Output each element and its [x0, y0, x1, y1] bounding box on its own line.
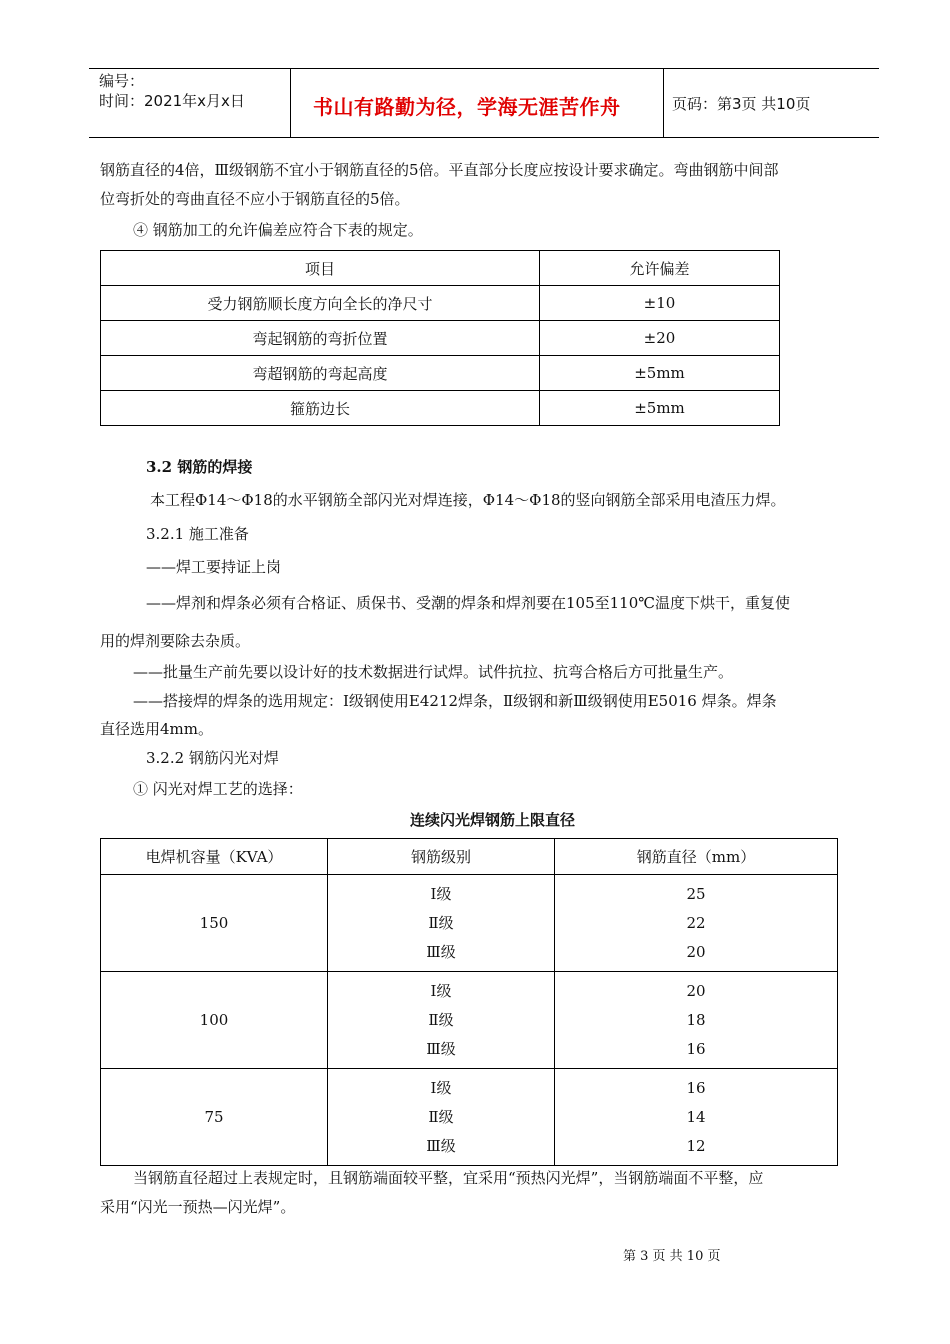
tolerance-table	[100, 250, 780, 426]
grade-value: Ⅲ级	[426, 942, 456, 961]
diameter-value: 20	[686, 981, 706, 1000]
paragraph-line: 钢筋直径的4倍，Ⅲ级钢筋不宜小于钢筋直径的5倍。平直部分长度应按设计要求确定。弯曲钢筋中间部	[100, 161, 779, 179]
doc-number-label: 编号：	[99, 72, 145, 90]
table-cell: ±5mm	[540, 391, 780, 426]
grade-value: Ⅱ级	[428, 913, 454, 932]
table-header-cell: 电焊机容量（KVA）	[101, 839, 328, 875]
grade-value: Ⅱ级	[428, 1107, 454, 1126]
grade-cell	[328, 875, 555, 972]
header-page-info: 页码：第3页 共10页	[672, 95, 811, 113]
diameter-cell	[555, 875, 838, 972]
diameter-value: 16	[686, 1078, 706, 1097]
grade-value: Ⅲ级	[426, 1136, 456, 1155]
table-header-cell: 允许偏差	[540, 251, 780, 286]
header-divider	[663, 69, 664, 137]
subsection-title: 3.2.2 钢筋闪光对焊	[146, 749, 279, 767]
capacity-cell: 150	[101, 875, 328, 972]
table-header-cell: 钢筋级别	[328, 839, 555, 875]
table-row	[101, 875, 838, 972]
table-cell: ±10	[540, 286, 780, 321]
table-row	[101, 356, 780, 391]
grade-value: Ⅰ级	[430, 981, 452, 1000]
list-item-continuation: 用的焊剂要除去杂质。	[100, 632, 251, 650]
table-header-cell: 钢筋直径（mm）	[555, 839, 838, 875]
list-item: ——批量生产前先要以设计好的技术数据进行试焊。试件抗拉、抗弯合格后方可批量生产。	[133, 663, 734, 681]
grade-value: Ⅲ级	[426, 1039, 456, 1058]
header-motto: 书山有路勤为径，学海无涯苦作舟	[313, 95, 621, 119]
table-row	[101, 391, 780, 426]
table-cell: 弯起钢筋的弯折位置	[101, 321, 540, 356]
table-row	[101, 286, 780, 321]
paragraph: ① 闪光对焊工艺的选择：	[133, 780, 303, 798]
paragraph: 本工程Φ14～Φ18的水平钢筋全部闪光对焊连接，Φ14～Φ18的竖向钢筋全部采用电渣压力焊。	[150, 491, 786, 509]
table-header-row	[101, 251, 780, 286]
table-cell: 箍筋边长	[101, 391, 540, 426]
diameter-cell	[555, 972, 838, 1069]
diameter-value: 25	[686, 884, 706, 903]
table-row	[101, 1069, 838, 1166]
list-item-continuation: 直径选用4mm。	[100, 720, 213, 738]
list-item: ——焊剂和焊条必须有合格证、质保书、受潮的焊条和焊剂要在105至110℃温度下烘干，重复使	[146, 594, 791, 612]
table-cell: ±5mm	[540, 356, 780, 391]
table-header-row	[101, 839, 838, 875]
grade-cell	[328, 1069, 555, 1166]
list-item: ——搭接焊的焊条的选用规定：Ⅰ级钢使用E4212焊条，Ⅱ级钢和新Ⅲ级钢使用E5016 焊条。焊条	[133, 692, 777, 710]
grade-value: Ⅱ级	[428, 1010, 454, 1029]
paragraph-line: 位弯折处的弯曲直径不应小于钢筋直径的5倍。	[100, 190, 410, 208]
grade-cell	[328, 972, 555, 1069]
capacity-cell: 100	[101, 972, 328, 1069]
capacity-cell: 75	[101, 1069, 328, 1166]
table-title: 连续闪光焊钢筋上限直径	[410, 811, 576, 829]
table-cell: 受力钢筋顺长度方向全长的净尺寸	[101, 286, 540, 321]
grade-value: Ⅰ级	[430, 1078, 452, 1097]
table-cell: 弯超钢筋的弯起高度	[101, 356, 540, 391]
diameter-value: 12	[686, 1136, 706, 1155]
list-item: ——焊工要持证上岗	[146, 558, 282, 576]
table-cell: ±20	[540, 321, 780, 356]
diameter-value: 22	[686, 913, 706, 932]
section-title: 3.2 钢筋的焊接	[146, 458, 253, 476]
doc-date-label: 时间：2021年x月x日	[99, 92, 245, 110]
diameter-cell	[555, 1069, 838, 1166]
paragraph: ④ 钢筋加工的允许偏差应符合下表的规定。	[133, 221, 423, 239]
table-header-cell: 项目	[101, 251, 540, 286]
page-footer: 第 3 页 共 10 页	[623, 1249, 721, 1264]
diameter-value: 18	[686, 1010, 706, 1029]
table-row	[101, 972, 838, 1069]
page-header	[89, 68, 879, 138]
flash-welding-table	[100, 838, 838, 1166]
diameter-value: 20	[686, 942, 706, 961]
grade-value: Ⅰ级	[430, 884, 452, 903]
subsection-title: 3.2.1 施工准备	[146, 525, 249, 543]
table-row	[101, 321, 780, 356]
diameter-value: 14	[686, 1107, 706, 1126]
diameter-value: 16	[686, 1039, 706, 1058]
paragraph-line: 当钢筋直径超过上表规定时，且钢筋端面较平整，宜采用“预热闪光焊”，当钢筋端面不平整，应	[133, 1169, 764, 1187]
paragraph-line: 采用“闪光一预热—闪光焊”。	[100, 1198, 296, 1216]
header-divider	[290, 69, 291, 137]
